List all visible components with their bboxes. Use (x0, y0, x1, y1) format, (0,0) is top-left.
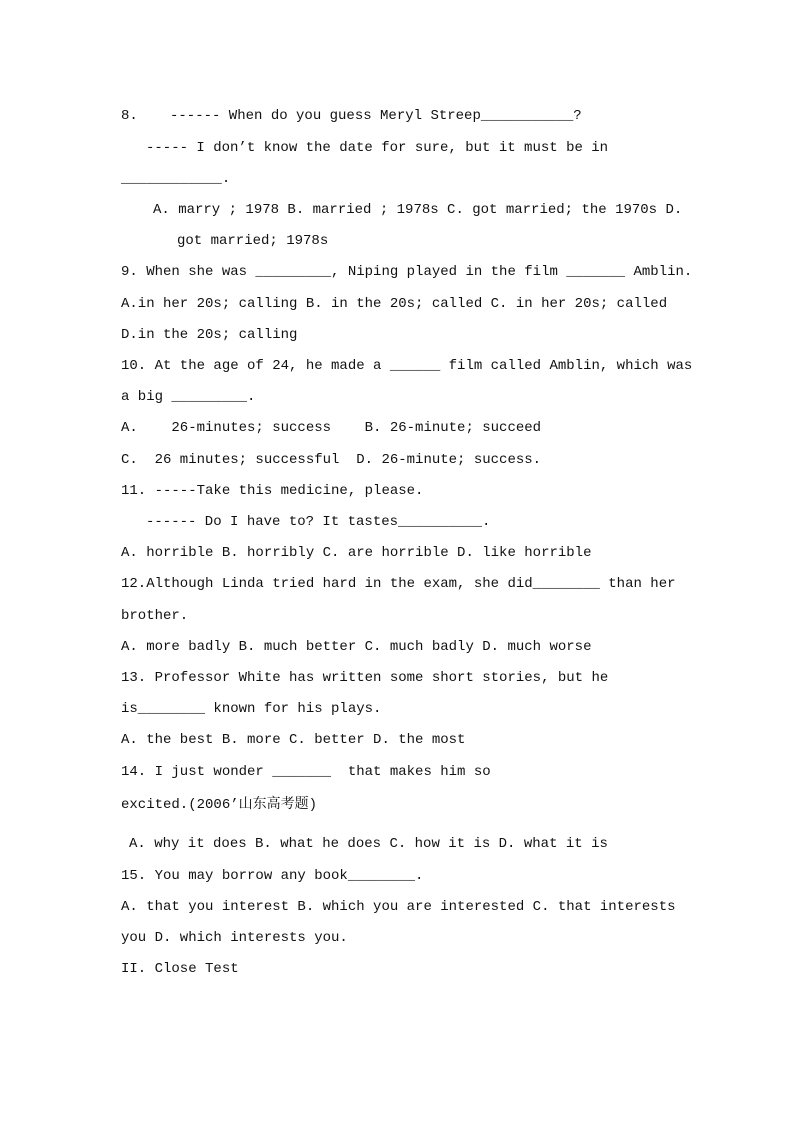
question-11-reply: ------ Do I have to? It tastes__________. (146, 514, 491, 530)
question-14-stem-cont: excited.(2006’山东高考题) (121, 797, 318, 813)
section-heading: II. Close Test (121, 961, 239, 977)
question-9-options-cont: D.in the 20s; calling (121, 327, 298, 343)
question-11-options: A. horrible B. horribly C. are horrible D. like horrible (121, 545, 592, 561)
question-8-stem: ------ When do you guess Meryl Streep___________? (170, 108, 582, 124)
question-15-options: A. that you interest B. which you are interested C. that interests (121, 899, 676, 915)
question-8-number: 8. (121, 108, 138, 124)
question-12-stem: 12.Although Linda tried hard in the exam, she did________ than her (121, 576, 676, 592)
question-8-options: A. marry ; 1978 B. married ; 1978s C. got married; the 1970s D. (153, 202, 683, 218)
question-10-stem: 10. At the age of 24, he made a ______ film called Amblin, which was (121, 358, 693, 374)
question-10-options: A. 26-minutes; success B. 26-minute; succeed (121, 420, 542, 436)
question-8-reply: ----- I don’t know the date for sure, but it must be in (146, 140, 609, 156)
question-12-options: A. more badly B. much better C. much badly D. much worse (121, 639, 592, 655)
question-9-stem: 9. When she was _________, Niping played in the film _______ Amblin. (121, 264, 693, 280)
question-10-options-cont: C. 26 minutes; successful D. 26-minute; success. (121, 452, 542, 468)
question-13-stem-cont: is________ known for his plays. (121, 701, 382, 717)
question-15-options-cont: you D. which interests you. (121, 930, 348, 946)
question-8-options-cont: got married; 1978s (177, 233, 329, 249)
question-14-options: A. why it does B. what he does C. how it is D. what it is (129, 836, 608, 852)
question-15-stem: 15. You may borrow any book________. (121, 868, 424, 884)
question-14-stem: 14. I just wonder _______ that makes him so (121, 764, 491, 780)
question-12-stem-cont: brother. (121, 608, 189, 624)
question-13-stem: 13. Professor White has written some short stories, but he (121, 670, 609, 686)
question-8-reply-blank: ____________. (121, 171, 231, 187)
question-13-options: A. the best B. more C. better D. the most (121, 732, 466, 748)
question-9-options: A.in her 20s; calling B. in the 20s; called C. in her 20s; called (121, 296, 668, 312)
question-11-stem: 11. -----Take this medicine, please. (121, 483, 424, 499)
question-10-stem-cont: a big _________. (121, 389, 256, 405)
